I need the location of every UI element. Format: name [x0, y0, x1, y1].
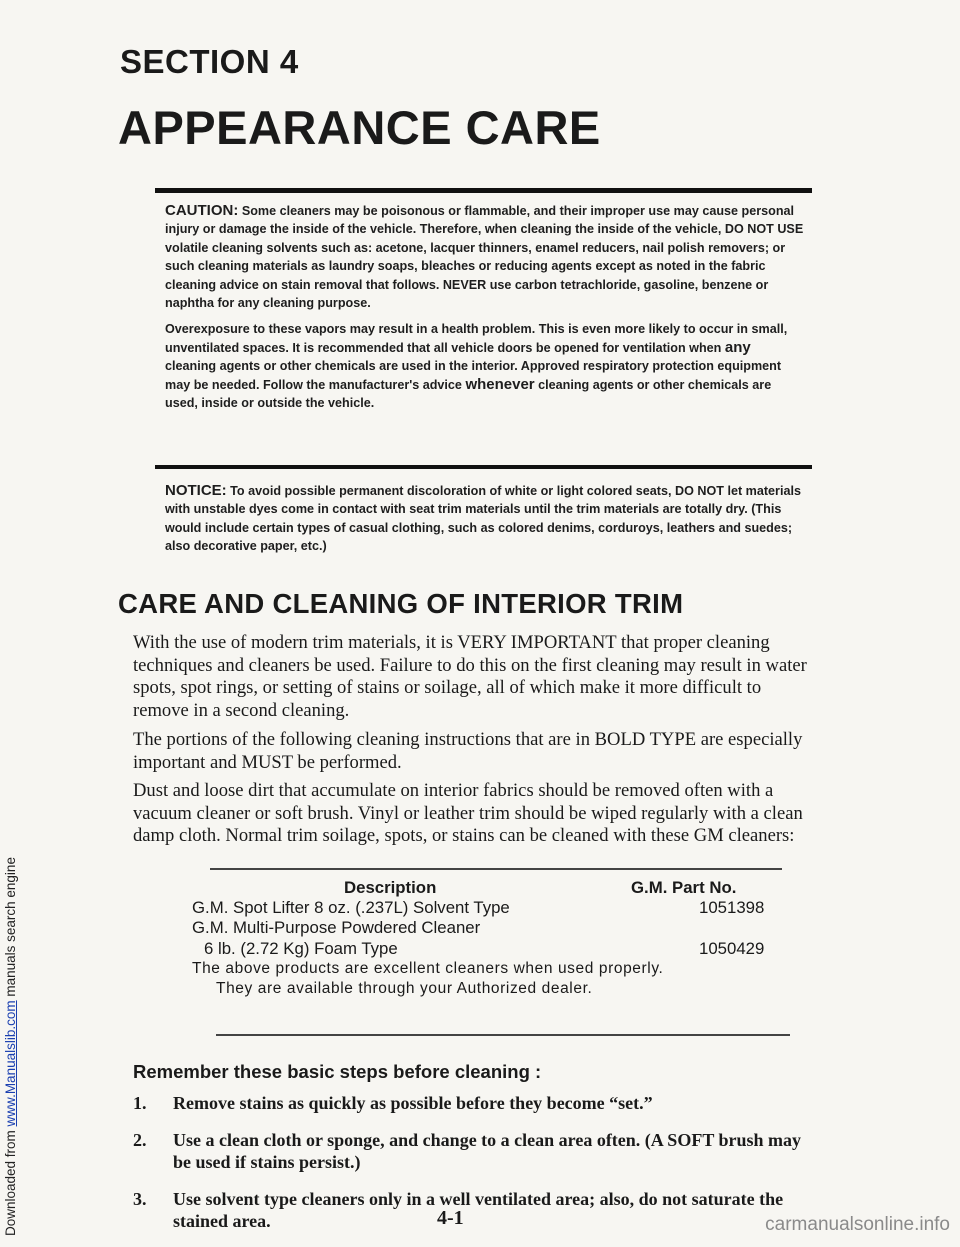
- table-note-row: [192, 959, 800, 979]
- table-header-row: [192, 878, 800, 898]
- steps-list: [133, 1092, 813, 1247]
- caution-block: [165, 202, 805, 412]
- row1-part-number: 1051398: [699, 898, 765, 918]
- section-label: SECTION 4: [120, 43, 299, 80]
- page-title: APPEARANCE CARE: [118, 101, 601, 154]
- header-description: Description: [344, 878, 437, 897]
- manualslib-link[interactable]: www.Manualslib.com: [3, 1000, 18, 1127]
- list-item: 3. Use solvent type cleaners only in a well ventilated area; also, do not saturate the stained area.: [133, 1188, 784, 1232]
- notice-block: [165, 482, 805, 556]
- table-row: [192, 918, 800, 938]
- steps-heading: Remember these basic steps before cleaning :: [133, 1061, 542, 1082]
- table-row: [192, 898, 800, 918]
- notice-label: NOTICE:: [165, 482, 227, 499]
- caution-text: Some cleaners may be poisonous or flammable, and their improper use may cause personal injury or damage the inside of the vehicle. Therefore, when cleaning the inside of the vehicle, DO NOT USE volatile cleaning solvents such as: acetone, lacquer thinners, enamel reducers, nail polish removers; or such cleaning materials as laundry soaps, bleaches or reducing agents except as noted in the fabric cleaning advice on stain removal that follows. NEVER use carbon tetrachloride, gasoline, benzene or naphtha for any cleaning purpose.: [165, 204, 804, 311]
- caution-label: CAUTION:: [165, 202, 239, 219]
- dust-paragraph: Dust and loose dirt that accumulate on interior fabrics should be removed often with a vacuum cleaner or soft brush. Vinyl or leather trim should be wiped regularly with a clean damp cloth. Normal trim soilage, spots, or stains can be cleaned with these GM cleaners:: [133, 780, 803, 847]
- table-note-2: They are available through your Authorized dealer.: [216, 979, 593, 997]
- row2-description-line1: G.M. Multi-Purpose Powdered Cleaner: [192, 918, 481, 938]
- list-item: 1. Remove stains as quickly as possible before they become “set.”: [133, 1093, 653, 1113]
- source-credit-prefix: Downloaded from: [3, 1126, 18, 1236]
- table-bottom-rule: [216, 1034, 790, 1036]
- cleaner-table: [192, 878, 800, 999]
- intro-paragraph: With the use of modern trim materials, it is VERY IMPORTANT that proper cleaning techniques and cleaners be used. Failure to do this on the first cleaning may result in water spots, spot rings, or setting of stains or soilage, all of which make it more difficult to remove in a second cleaning.: [133, 632, 807, 721]
- header-part-number: G.M. Part No.: [631, 878, 737, 897]
- row2-part-number: 1050429: [699, 938, 765, 958]
- list-item: 2. Use a clean cloth or sponge, and change to a clean area often. (A SOFT brush may be used if stains persist.): [133, 1129, 802, 1173]
- divider-top: [155, 188, 812, 193]
- notice-paragraph: [165, 482, 805, 556]
- table-top-rule: [210, 868, 782, 870]
- source-credit: [2, 0, 22, 1242]
- table-note-1: The above products are excellent cleaners when used properly.: [192, 959, 664, 977]
- caution-vapors-paragraph: Overexposure to these vapors may result in a health problem. This is even more likely to occur in small, unventilated spaces. It is recommended that all vehicle doors be opened for ventilation when any cleaning agents or other chemicals are used in the interior. Approved respiratory protection equipment may be needed. Follow the manufacturer's advice whenever cleaning agents or other chemicals are used, inside or outside the vehicle.: [165, 322, 788, 411]
- table-row: [192, 939, 800, 959]
- bold-type-paragraph: The portions of the following cleaning instructions that are in BOLD TYPE are especially important and MUST be performed.: [133, 729, 803, 773]
- table-note-row: [192, 979, 800, 999]
- source-credit-suffix: manuals search engine: [3, 857, 18, 1001]
- caution-paragraph: [165, 202, 805, 312]
- row2-description-line2: 6 lb. (2.72 Kg) Foam Type: [204, 938, 398, 958]
- row1-description: G.M. Spot Lifter 8 oz. (.237L) Solvent Type: [192, 898, 510, 918]
- interior-trim-heading: CARE AND CLEANING OF INTERIOR TRIM: [118, 588, 684, 619]
- notice-text: To avoid possible permanent discoloration of white or light colored seats, DO NOT let materials with unstable dyes come in contact with seat trim materials until the trim materials are totally dry. (This would include certain types of casual clothing, such as colored denims, corduroys, leathers and suedes; also decorative paper, etc.): [165, 484, 801, 554]
- watermark: carmanualsonline.info: [765, 1214, 950, 1235]
- page-number: 4-1: [437, 1207, 464, 1229]
- divider-middle: [155, 465, 812, 469]
